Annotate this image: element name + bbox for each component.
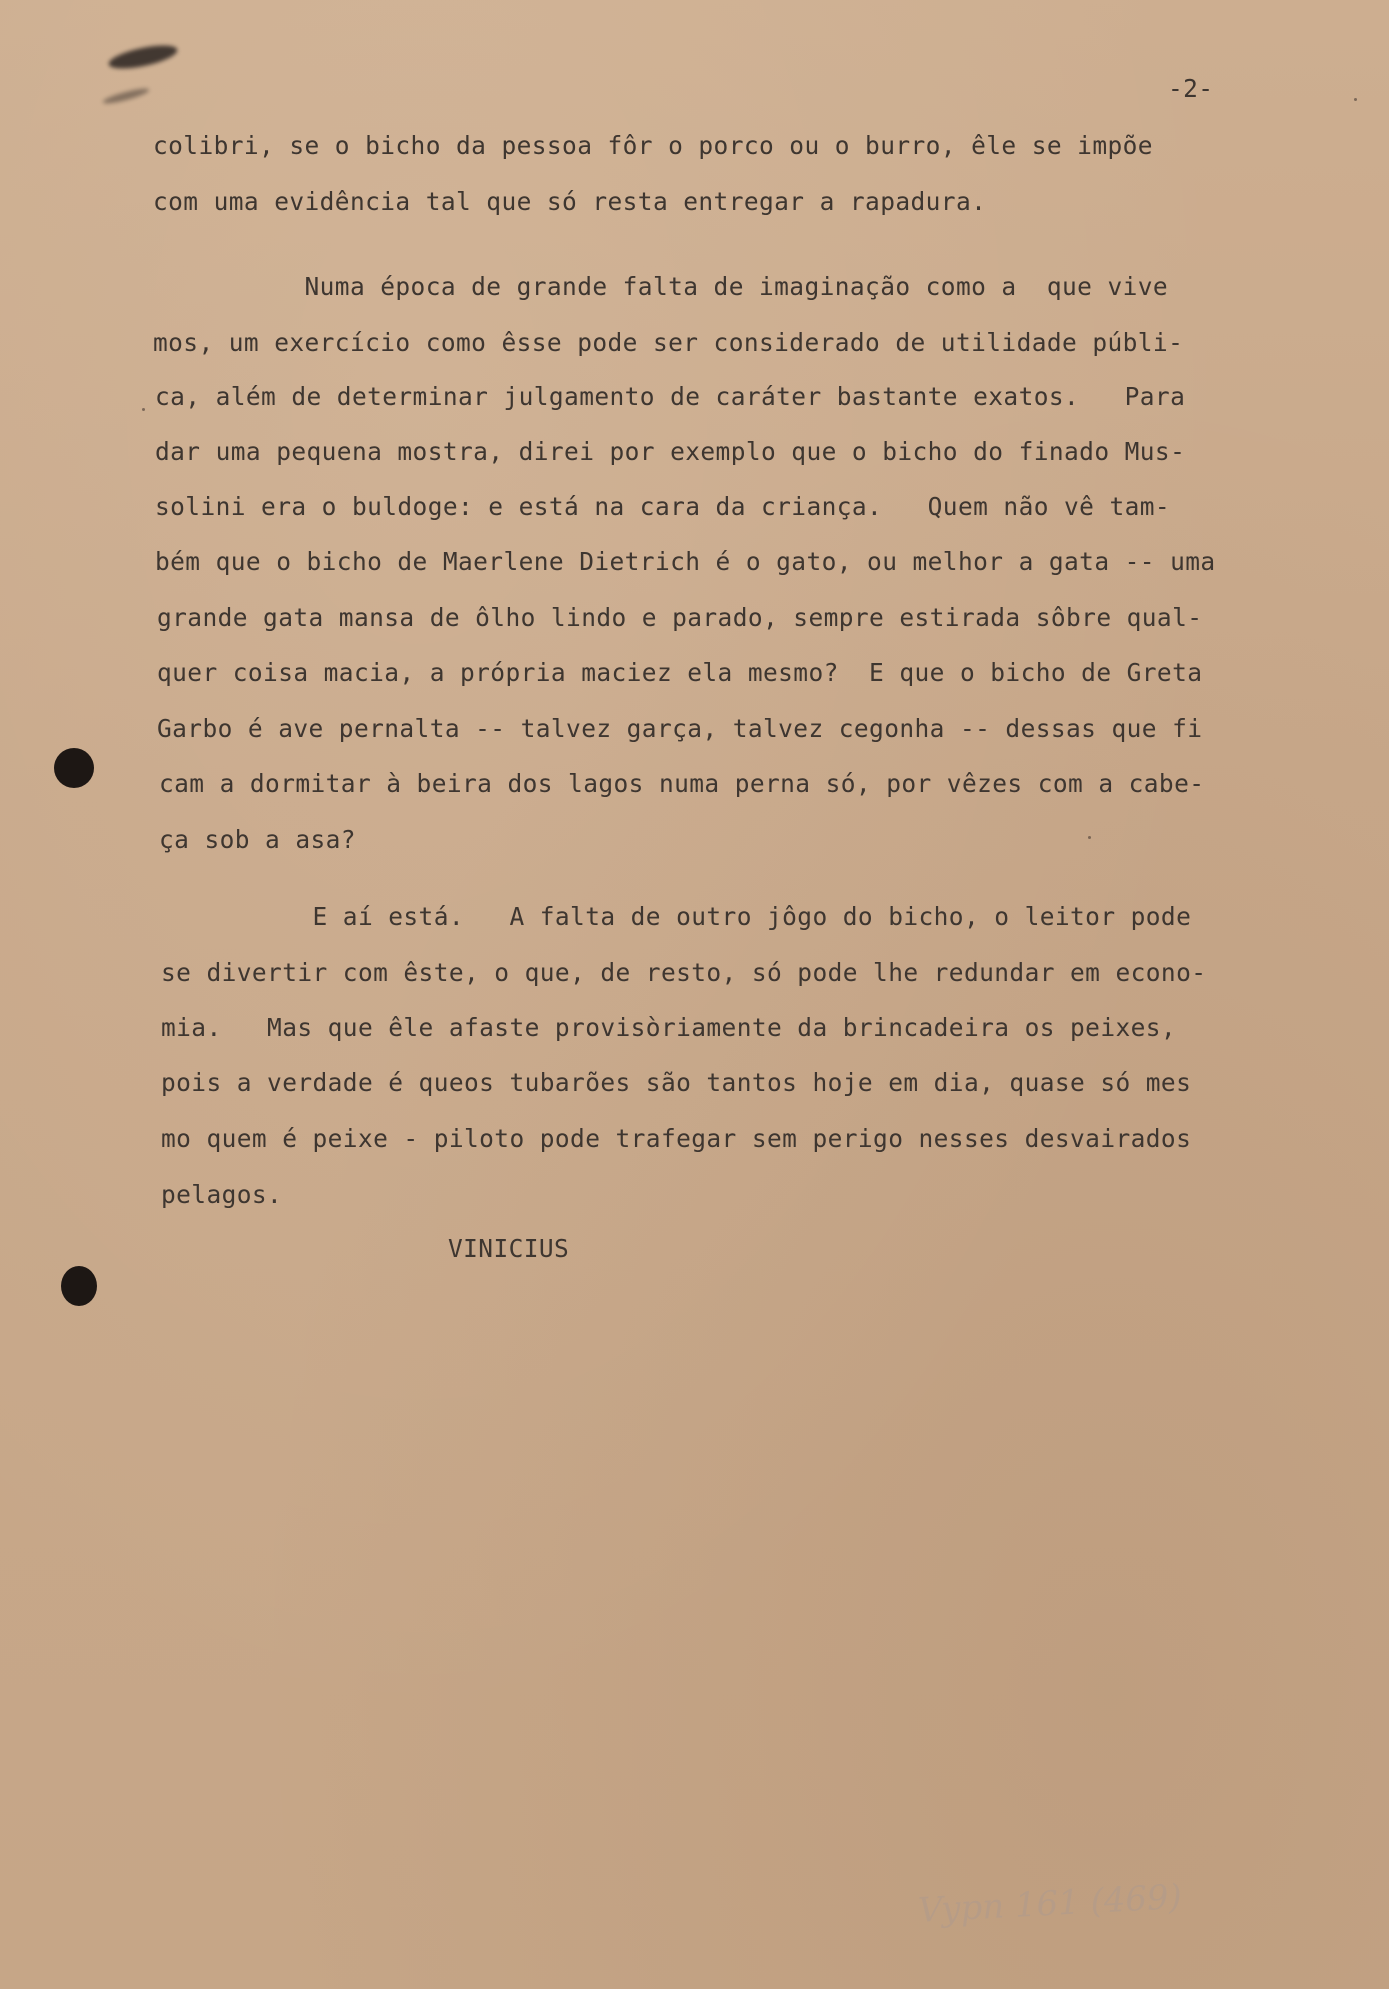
ink-smudge-small bbox=[102, 86, 150, 106]
signature-name: VINICIUS bbox=[448, 1234, 570, 1263]
text-line: E aí está. A falta de outro jôgo do bicho, o leitor pode bbox=[161, 902, 1192, 931]
punch-hole-upper bbox=[54, 748, 94, 788]
text-line: pelagos. bbox=[161, 1180, 283, 1209]
text-line: colibri, se o bicho da pessoa fôr o porco ou o burro, êle se impõe bbox=[153, 131, 1153, 160]
text-line: bém que o bicho de Maerlene Dietrich é o gato, ou melhor a gata -- uma bbox=[155, 547, 1216, 576]
text-line: Numa época de grande falta de imaginação como a que vive bbox=[153, 272, 1169, 301]
text-line: solini era o buldoge: e está na cara da criança. Quem não vê tam- bbox=[155, 492, 1171, 521]
text-line: ca, além de determinar julgamento de caráter bastante exatos. Para bbox=[155, 382, 1186, 411]
text-line: mo quem é peixe - piloto pode trafegar sem perigo nesses desvairados bbox=[161, 1124, 1192, 1153]
paper-speck bbox=[1088, 836, 1091, 839]
text-line: cam a dormitar à beira dos lagos numa perna só, por vêzes com a cabe- bbox=[159, 769, 1205, 798]
text-line: pois a verdade é queos tubarões são tantos hoje em dia, quase só mes bbox=[161, 1068, 1192, 1097]
text-line: mia. Mas que êle afaste provisòriamente da brincadeira os peixes, bbox=[161, 1013, 1177, 1042]
punch-hole-lower bbox=[61, 1266, 97, 1306]
text-line: ça sob a asa? bbox=[159, 825, 356, 854]
text-line: quer coisa macia, a própria maciez ela mesmo? E que o bicho de Greta bbox=[157, 658, 1203, 687]
text-line: mos, um exercício como êsse pode ser considerado de utilidade públi- bbox=[153, 328, 1184, 357]
text-line: dar uma pequena mostra, direi por exemplo que o bicho do finado Mus- bbox=[155, 437, 1186, 466]
paper-speck bbox=[142, 408, 145, 411]
text-line: Garbo é ave pernalta -- talvez garça, talvez cegonha -- dessas que fi bbox=[157, 714, 1203, 743]
text-line: com uma evidência tal que só resta entregar a rapadura. bbox=[153, 187, 987, 216]
handwritten-archive-note: Vypn 161 (469) bbox=[917, 1877, 1183, 1931]
text-line: grande gata mansa de ôlho lindo e parado, sempre estirada sôbre qual- bbox=[157, 603, 1203, 632]
ink-smudge bbox=[107, 41, 179, 73]
text-line: se divertir com êste, o que, de resto, só pode lhe redundar em econo- bbox=[161, 958, 1207, 987]
paper-speck bbox=[1354, 98, 1357, 101]
page-number: -2- bbox=[1168, 74, 1214, 103]
